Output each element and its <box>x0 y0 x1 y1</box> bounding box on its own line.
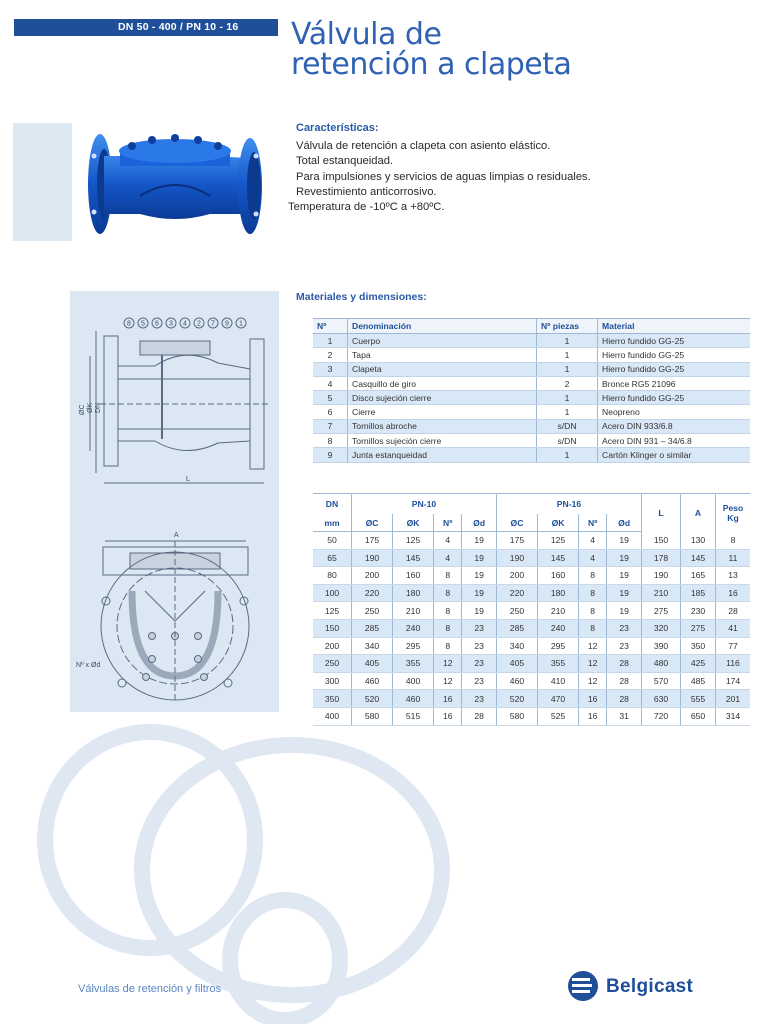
table-cell: 23 <box>462 637 497 655</box>
table-cell: 400 <box>393 672 434 690</box>
callout-label: 7 <box>211 320 215 328</box>
table-cell: 125 <box>393 532 434 550</box>
table-cell: 520 <box>496 690 537 708</box>
table-cell: 100 <box>313 584 352 602</box>
table-cell: 460 <box>496 672 537 690</box>
table-cell: 400 <box>313 707 352 725</box>
table-cell: 12 <box>434 672 462 690</box>
table-cell: 210 <box>393 602 434 620</box>
callout-label: 8 <box>127 320 131 328</box>
table-cell: 145 <box>538 549 579 567</box>
table-cell: 23 <box>462 619 497 637</box>
table-cell: 8 <box>434 619 462 637</box>
column-header: Nº piezas <box>537 319 598 334</box>
technical-drawing-panel <box>70 291 279 712</box>
title-line-1: Válvula de <box>291 17 442 52</box>
table-row <box>313 434 750 448</box>
subcolumn-header: Nº <box>434 514 462 532</box>
table-cell: 12 <box>579 655 607 673</box>
dim-label-l: L <box>186 476 190 483</box>
table-cell: 28 <box>607 672 642 690</box>
table-row <box>313 567 750 585</box>
table-cell: 355 <box>393 655 434 673</box>
peso-label: Peso <box>722 502 744 513</box>
table-row <box>313 391 750 405</box>
table-cell: Acero DIN 931 – 34/6.8 <box>598 434 751 448</box>
table-cell: 178 <box>642 549 681 567</box>
table-cell: 77 <box>716 637 751 655</box>
table-cell: Cuerpo <box>348 334 537 348</box>
table-cell: 200 <box>496 567 537 585</box>
features-list <box>288 121 591 215</box>
table-cell: Hierro fundido GG-25 <box>598 391 751 405</box>
table-cell: 340 <box>352 637 393 655</box>
subcolumn-header: Nº <box>579 514 607 532</box>
table-cell: 460 <box>393 690 434 708</box>
callout-label: 2 <box>197 320 201 328</box>
table-cell: 8 <box>313 434 348 448</box>
table-cell: 295 <box>393 637 434 655</box>
table-cell: 23 <box>607 637 642 655</box>
table-cell: 16 <box>579 690 607 708</box>
table-cell: 16 <box>434 707 462 725</box>
table-cell: 1 <box>537 362 598 376</box>
table-cell: 165 <box>681 567 716 585</box>
table-cell: 285 <box>352 619 393 637</box>
table-cell: Clapeta <box>348 362 537 376</box>
table-cell: 28 <box>716 602 751 620</box>
table-row <box>313 362 750 376</box>
dimensions-table <box>313 493 750 726</box>
watermark-rings <box>0 700 520 1024</box>
table-cell: 8 <box>434 567 462 585</box>
table-cell: 200 <box>352 567 393 585</box>
table-cell: 520 <box>352 690 393 708</box>
table-row <box>313 707 750 725</box>
table-cell: 8 <box>716 532 751 550</box>
column-header-peso <box>716 494 751 532</box>
table-cell: 555 <box>681 690 716 708</box>
table-cell: 23 <box>462 690 497 708</box>
subcolumn-header: Ød <box>607 514 642 532</box>
table-cell: 240 <box>538 619 579 637</box>
brand-name: Belgicast <box>606 976 694 997</box>
title-line-2: retención a clapeta <box>291 47 572 82</box>
table-cell: 250 <box>313 655 352 673</box>
table-cell: 210 <box>538 602 579 620</box>
table-cell: 220 <box>352 584 393 602</box>
table-cell: 2 <box>537 376 598 390</box>
table-cell: 480 <box>642 655 681 673</box>
table-cell: 116 <box>716 655 751 673</box>
table-cell: 240 <box>393 619 434 637</box>
table-cell: 190 <box>496 549 537 567</box>
table-cell: 19 <box>462 584 497 602</box>
table-row <box>313 419 750 433</box>
callout-label: 4 <box>183 320 187 328</box>
table-cell: 4 <box>434 549 462 567</box>
table-cell: 12 <box>579 672 607 690</box>
table-cell: 19 <box>462 549 497 567</box>
table-row <box>313 584 750 602</box>
table-cell: 16 <box>579 707 607 725</box>
subcolumn-header: ØC <box>352 514 393 532</box>
table-cell: 130 <box>681 532 716 550</box>
subcolumn-header: ØK <box>538 514 579 532</box>
table-cell: 145 <box>681 549 716 567</box>
table-cell: 125 <box>538 532 579 550</box>
table-cell: 425 <box>681 655 716 673</box>
table-cell: 1 <box>537 391 598 405</box>
table-cell: 1 <box>537 448 598 462</box>
callout-label: 5 <box>141 320 145 328</box>
table-row <box>313 532 750 550</box>
table-cell: 8 <box>434 637 462 655</box>
table-cell: s/DN <box>537 419 598 433</box>
table-cell: Hierro fundido GG-25 <box>598 362 751 376</box>
dim-label-bolts: Nº x Ød <box>76 662 101 669</box>
valve-photo <box>80 126 270 236</box>
table-cell: 5 <box>313 391 348 405</box>
feature-item: Temperatura de -10ºC a +80ºC. <box>288 201 445 214</box>
table-row <box>313 448 750 462</box>
callout-row <box>124 318 246 328</box>
table-cell: 4 <box>579 549 607 567</box>
table-cell: 19 <box>462 602 497 620</box>
dim-label-a: A <box>174 532 179 539</box>
table-cell: 80 <box>313 567 352 585</box>
table-cell: 295 <box>538 637 579 655</box>
table-cell: 8 <box>579 619 607 637</box>
kg-label: Kg <box>727 512 739 523</box>
subcolumn-header: mm <box>313 514 352 532</box>
table-cell: 9 <box>313 448 348 462</box>
series-tag: DN 50 - 400 / PN 10 - 16 <box>118 21 239 33</box>
table-cell: s/DN <box>537 434 598 448</box>
table-cell: 12 <box>434 655 462 673</box>
dim-label-k: ØK <box>87 402 94 413</box>
table-cell: 180 <box>393 584 434 602</box>
table-cell: 50 <box>313 532 352 550</box>
table-cell: 19 <box>607 532 642 550</box>
table-cell: 23 <box>462 672 497 690</box>
table-cell: 125 <box>313 602 352 620</box>
table-cell: Acero DIN 933/6.8 <box>598 419 751 433</box>
column-header-pn16: PN-16 <box>496 494 641 515</box>
table-cell: 13 <box>716 567 751 585</box>
table-cell: 28 <box>462 707 497 725</box>
table-cell: 6 <box>313 405 348 419</box>
page-title <box>291 17 572 82</box>
table-cell: 525 <box>538 707 579 725</box>
subcolumn-header: Ød <box>462 514 497 532</box>
table-cell: 200 <box>313 637 352 655</box>
table-cell: 31 <box>607 707 642 725</box>
table-cell: 28 <box>607 655 642 673</box>
table-cell: 390 <box>642 637 681 655</box>
table-cell: 8 <box>579 584 607 602</box>
table-cell: 1 <box>537 405 598 419</box>
table-cell: 285 <box>496 619 537 637</box>
table-cell: 4 <box>434 532 462 550</box>
table-cell: 350 <box>681 637 716 655</box>
table-cell: 150 <box>642 532 681 550</box>
subcolumn-header: ØK <box>393 514 434 532</box>
table-cell: 1 <box>313 334 348 348</box>
table-cell: Tornillos sujeción cierre <box>348 434 537 448</box>
table-cell: 7 <box>313 419 348 433</box>
callout-label: 3 <box>169 320 173 328</box>
feature-item: Revestimiento anticorrosivo. <box>296 185 437 198</box>
feature-item: Para impulsiones y servicios de aguas limpias o residuales. <box>296 170 591 183</box>
table-row <box>313 549 750 567</box>
table-cell: 1 <box>537 348 598 362</box>
table-cell: 3 <box>313 362 348 376</box>
table-cell: 355 <box>538 655 579 673</box>
table-cell: 190 <box>642 567 681 585</box>
subcolumn-header: ØC <box>496 514 537 532</box>
column-header-pn10: PN-10 <box>352 494 497 515</box>
table-cell: 16 <box>716 584 751 602</box>
table-cell: Neopreno <box>598 405 751 419</box>
table-cell: 8 <box>434 602 462 620</box>
table-cell: 201 <box>716 690 751 708</box>
table-cell: 185 <box>681 584 716 602</box>
table-row <box>313 672 750 690</box>
table-cell: 460 <box>352 672 393 690</box>
table-cell: 320 <box>642 619 681 637</box>
table-cell: 570 <box>642 672 681 690</box>
table-header-row <box>313 494 750 515</box>
table-cell: 2 <box>313 348 348 362</box>
table-row <box>313 655 750 673</box>
table-cell: 19 <box>607 584 642 602</box>
table-cell: 4 <box>579 532 607 550</box>
table-cell: 4 <box>313 376 348 390</box>
table-cell: 220 <box>496 584 537 602</box>
table-cell: Casquillo de giro <box>348 376 537 390</box>
table-cell: 28 <box>607 690 642 708</box>
table-row <box>313 376 750 390</box>
column-header-a: A <box>681 494 716 532</box>
table-cell: 350 <box>313 690 352 708</box>
table-row <box>313 619 750 637</box>
table-cell: Tapa <box>348 348 537 362</box>
table-cell: 405 <box>496 655 537 673</box>
table-cell: 19 <box>607 549 642 567</box>
table-cell: 485 <box>681 672 716 690</box>
table-cell: 275 <box>681 619 716 637</box>
column-header: Material <box>598 319 751 334</box>
table-cell: 175 <box>496 532 537 550</box>
materials-heading: Materiales y dimensiones: <box>296 291 427 303</box>
table-cell: 300 <box>313 672 352 690</box>
table-cell: 19 <box>607 602 642 620</box>
table-cell: 11 <box>716 549 751 567</box>
table-cell: 19 <box>462 532 497 550</box>
table-cell: 410 <box>538 672 579 690</box>
table-cell: 314 <box>716 707 751 725</box>
table-cell: 8 <box>434 584 462 602</box>
column-header-dn: DN <box>313 494 352 515</box>
table-cell: Hierro fundido GG-25 <box>598 348 751 362</box>
table-cell: Disco sujeción cierre <box>348 391 537 405</box>
table-cell: 470 <box>538 690 579 708</box>
table-cell: 340 <box>496 637 537 655</box>
feature-item: Válvula de retención a clapeta con asiento elástico. <box>296 140 551 153</box>
table-cell: 160 <box>393 567 434 585</box>
callout-label: 6 <box>155 320 159 328</box>
table-cell: 41 <box>716 619 751 637</box>
table-cell: 65 <box>313 549 352 567</box>
table-cell: 145 <box>393 549 434 567</box>
table-cell: 8 <box>579 602 607 620</box>
table-cell: 16 <box>434 690 462 708</box>
table-cell: 12 <box>579 637 607 655</box>
table-header-row <box>313 319 750 334</box>
table-cell: 405 <box>352 655 393 673</box>
table-cell: 8 <box>579 567 607 585</box>
table-cell: 720 <box>642 707 681 725</box>
callout-label: 9 <box>225 320 229 328</box>
table-cell: Tornillos abroche <box>348 419 537 433</box>
column-header-l: L <box>642 494 681 532</box>
table-cell: 19 <box>607 567 642 585</box>
table-cell: 650 <box>681 707 716 725</box>
table-cell: 160 <box>538 567 579 585</box>
table-cell: 174 <box>716 672 751 690</box>
footer-text: Válvulas de retención y filtros <box>78 983 222 995</box>
table-cell: 190 <box>352 549 393 567</box>
table-cell: Cartón Klinger o similar <box>598 448 751 462</box>
table-cell: 230 <box>681 602 716 620</box>
table-cell: 23 <box>607 619 642 637</box>
table-cell: 210 <box>642 584 681 602</box>
table-cell: 580 <box>496 707 537 725</box>
table-cell: Hierro fundido GG-25 <box>598 334 751 348</box>
callout-label: 1 <box>239 320 243 328</box>
table-cell: 150 <box>313 619 352 637</box>
table-cell: 630 <box>642 690 681 708</box>
table-cell: 19 <box>462 567 497 585</box>
table-cell: 515 <box>393 707 434 725</box>
features-heading: Características: <box>296 122 379 134</box>
feature-item: Total estanqueidad. <box>296 155 394 168</box>
table-cell: Junta estanqueidad <box>348 448 537 462</box>
technical-drawing <box>70 291 279 712</box>
table-cell: 175 <box>352 532 393 550</box>
side-accent-block <box>13 123 72 241</box>
column-header: Denominación <box>348 319 537 334</box>
table-row <box>313 637 750 655</box>
table-row <box>313 690 750 708</box>
dim-label-dn: DN <box>95 402 102 413</box>
table-cell: Bronce RG5 21096 <box>598 376 751 390</box>
table-cell: 580 <box>352 707 393 725</box>
table-row <box>313 602 750 620</box>
table-cell: Cierre <box>348 405 537 419</box>
table-cell: 180 <box>538 584 579 602</box>
materials-table <box>313 318 750 463</box>
table-cell: 1 <box>537 334 598 348</box>
table-cell: 275 <box>642 602 681 620</box>
table-row <box>313 405 750 419</box>
table-cell: 250 <box>496 602 537 620</box>
column-header: Nº <box>313 319 348 334</box>
table-row <box>313 348 750 362</box>
table-cell: 250 <box>352 602 393 620</box>
dim-label-c: ØC <box>79 404 86 415</box>
table-cell: 23 <box>462 655 497 673</box>
table-row <box>313 334 750 348</box>
